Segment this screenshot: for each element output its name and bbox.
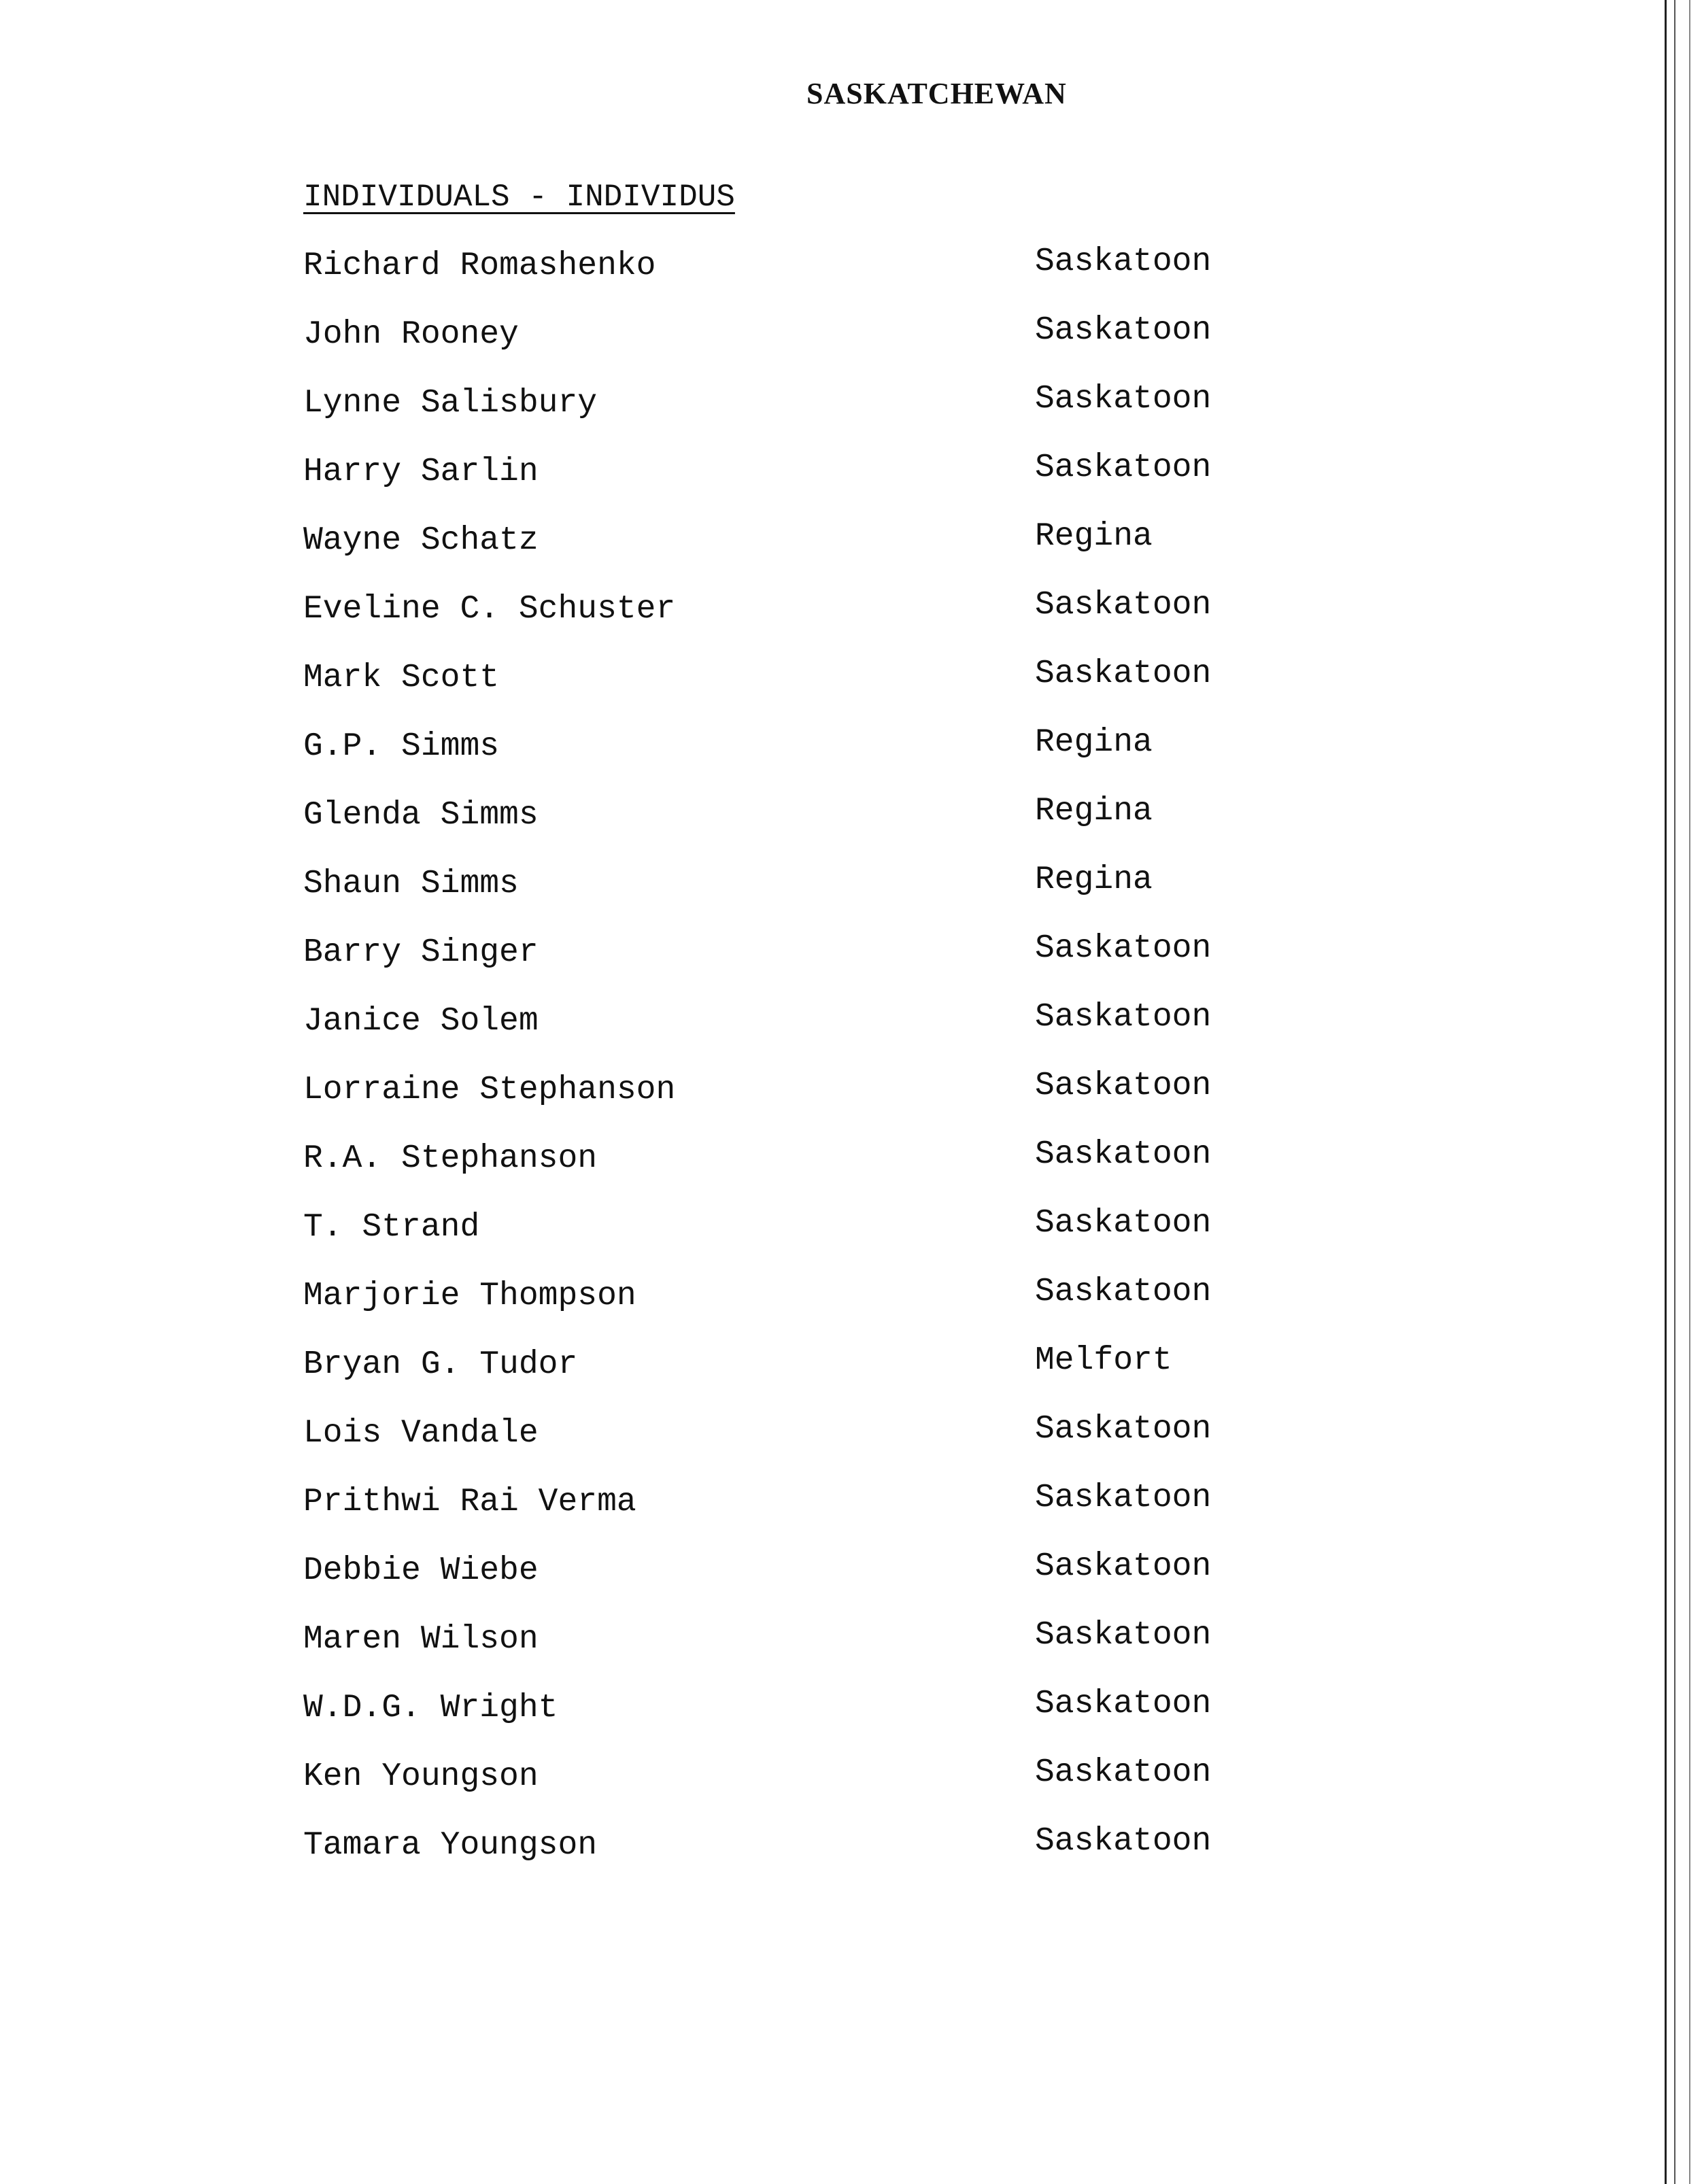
section-heading: INDIVIDUALS - INDIVIDUS — [303, 180, 735, 215]
person-city: Saskatoon — [1035, 930, 1212, 967]
margin-rule — [1665, 0, 1667, 2184]
list-item — [303, 312, 1269, 385]
list-item — [303, 999, 1269, 1072]
person-name: Janice Solem — [303, 1003, 539, 1040]
page-title: SASKATCHEWAN — [806, 77, 1067, 110]
person-name: Barry Singer — [303, 934, 539, 971]
list-item — [303, 1617, 1269, 1690]
list-item — [303, 587, 1269, 660]
list-item — [303, 1411, 1269, 1484]
person-city: Saskatoon — [1035, 381, 1212, 417]
person-city: Regina — [1035, 518, 1153, 555]
list-item — [303, 381, 1269, 454]
individuals-list — [303, 243, 1269, 1896]
person-city: Saskatoon — [1035, 1274, 1212, 1310]
person-name: Mark Scott — [303, 660, 500, 696]
person-city: Saskatoon — [1035, 1823, 1212, 1860]
list-item — [303, 1754, 1269, 1827]
person-city: Saskatoon — [1035, 1411, 1212, 1448]
list-item — [303, 1068, 1269, 1140]
person-name: Lynne Salisbury — [303, 385, 598, 422]
list-item — [303, 1823, 1269, 1896]
person-name: T. Strand — [303, 1209, 480, 1246]
person-city: Saskatoon — [1035, 1686, 1212, 1722]
list-item — [303, 1342, 1269, 1415]
person-name: Eveline C. Schuster — [303, 591, 676, 628]
list-item — [303, 1274, 1269, 1346]
list-item — [303, 243, 1269, 316]
person-city: Saskatoon — [1035, 449, 1212, 486]
list-item — [303, 1686, 1269, 1758]
person-city: Saskatoon — [1035, 1068, 1212, 1104]
person-name: Maren Wilson — [303, 1621, 539, 1658]
list-item — [303, 655, 1269, 728]
person-name: Marjorie Thompson — [303, 1278, 636, 1314]
person-city: Regina — [1035, 861, 1153, 898]
margin-rule — [1689, 0, 1690, 2184]
person-city: Saskatoon — [1035, 655, 1212, 692]
list-item — [303, 518, 1269, 591]
person-city: Saskatoon — [1035, 1754, 1212, 1791]
person-name: Bryan G. Tudor — [303, 1346, 578, 1383]
person-city: Regina — [1035, 793, 1153, 830]
list-item — [303, 1136, 1269, 1209]
person-city: Saskatoon — [1035, 243, 1212, 280]
person-name: John Rooney — [303, 316, 519, 353]
person-name: W.D.G. Wright — [303, 1690, 558, 1726]
list-item — [303, 724, 1269, 797]
margin-rule — [1674, 0, 1675, 2184]
person-name: R.A. Stephanson — [303, 1140, 598, 1177]
person-name: Debbie Wiebe — [303, 1552, 539, 1589]
person-name: Richard Romashenko — [303, 248, 656, 284]
person-name: Ken Youngson — [303, 1758, 539, 1795]
list-item — [303, 1205, 1269, 1278]
person-name: G.P. Simms — [303, 728, 500, 765]
person-city: Saskatoon — [1035, 312, 1212, 349]
person-city: Saskatoon — [1035, 1480, 1212, 1516]
person-city: Saskatoon — [1035, 1548, 1212, 1585]
person-city: Regina — [1035, 724, 1153, 761]
person-city: Saskatoon — [1035, 1205, 1212, 1242]
list-item — [303, 1480, 1269, 1552]
person-name: Wayne Schatz — [303, 522, 539, 559]
person-city: Saskatoon — [1035, 1136, 1212, 1173]
person-name: Glenda Simms — [303, 797, 539, 834]
person-name: Prithwi Rai Verma — [303, 1484, 636, 1520]
list-item — [303, 449, 1269, 522]
person-name: Harry Sarlin — [303, 454, 539, 490]
list-item — [303, 861, 1269, 934]
person-name: Lois Vandale — [303, 1415, 539, 1452]
person-city: Saskatoon — [1035, 999, 1212, 1036]
list-item — [303, 930, 1269, 1003]
person-name: Tamara Youngson — [303, 1827, 598, 1864]
list-item — [303, 793, 1269, 866]
person-city: Melfort — [1035, 1342, 1172, 1379]
person-name: Lorraine Stephanson — [303, 1072, 676, 1108]
person-name: Shaun Simms — [303, 866, 519, 902]
person-city: Saskatoon — [1035, 1617, 1212, 1654]
list-item — [303, 1548, 1269, 1621]
person-city: Saskatoon — [1035, 587, 1212, 624]
